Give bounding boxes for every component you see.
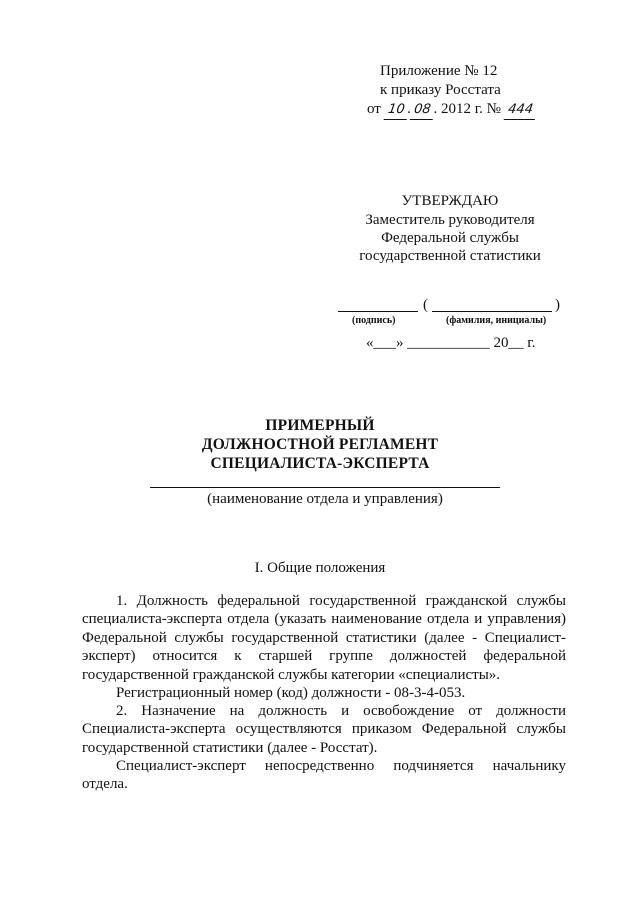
annex-number-sign: № [486,101,501,117]
approval-line-1: Заместитель руководителя [365,212,535,228]
department-caption: (наименование отдела и управления) [207,491,443,507]
annex-number: 444 [503,101,536,120]
annex-date-prefix: от [367,101,381,117]
annex-day: 10 [383,101,408,120]
section-heading: I. Общие положения [254,560,386,576]
paragraph-2: Регистрационный номер (код) должности - 08-3-4-053. [116,685,466,701]
approval-heading: УТВЕРЖДАЮ [401,193,499,209]
doc-title-line-2: ДОЛЖНОСТНОЙ РЕГЛАМЕНТ [201,436,439,453]
doc-title-line-3: СПЕЦИАЛИСТА-ЭКСПЕРТА [210,455,430,472]
name-line [432,311,552,312]
annex-line-1: Приложение № 12 [380,63,498,79]
approval-date-line: «___» ___________ 20__ г. [366,335,536,351]
signature-line [338,311,418,312]
department-line [150,487,500,488]
annex-line-2: к приказу Росстата [380,82,501,98]
paragraph-3: 2. Назначение на должность и освобождение от должности Специалиста-эксперта осуществляются приказом Федеральной службы государственной статистики (далее - Росстат). [82,703,566,756]
name-open-paren: ( [423,297,428,313]
annex-date-line: от 10 . 08 . 2012 г. № 444 [367,100,536,120]
paragraph-1: 1. Должность федеральной государственной гражданской службы специалиста-эксперта отдела (указать наименование отдела и управления) Федеральной службы государственной статистики (далее - Специалист-эксперт) относится к старшей группе должностей федеральной государственной гражданской службы категории «специалисты». [82,593,566,683]
annex-month: 08 [410,101,435,120]
name-caption: (фамилия, инициалы) [446,315,547,326]
annex-year: . 2012 г. [433,101,483,117]
approval-line-2: Федеральной службы [381,230,519,246]
name-close-paren: ) [555,297,560,313]
paragraph-4: Специалист-эксперт непосредственно подчиняется начальнику отдела. [82,758,566,793]
signature-caption: (подпись) [352,315,396,326]
approval-line-3: государственной статистики [359,248,541,264]
doc-title-line-1: ПРИМЕРНЫЙ [265,417,375,434]
